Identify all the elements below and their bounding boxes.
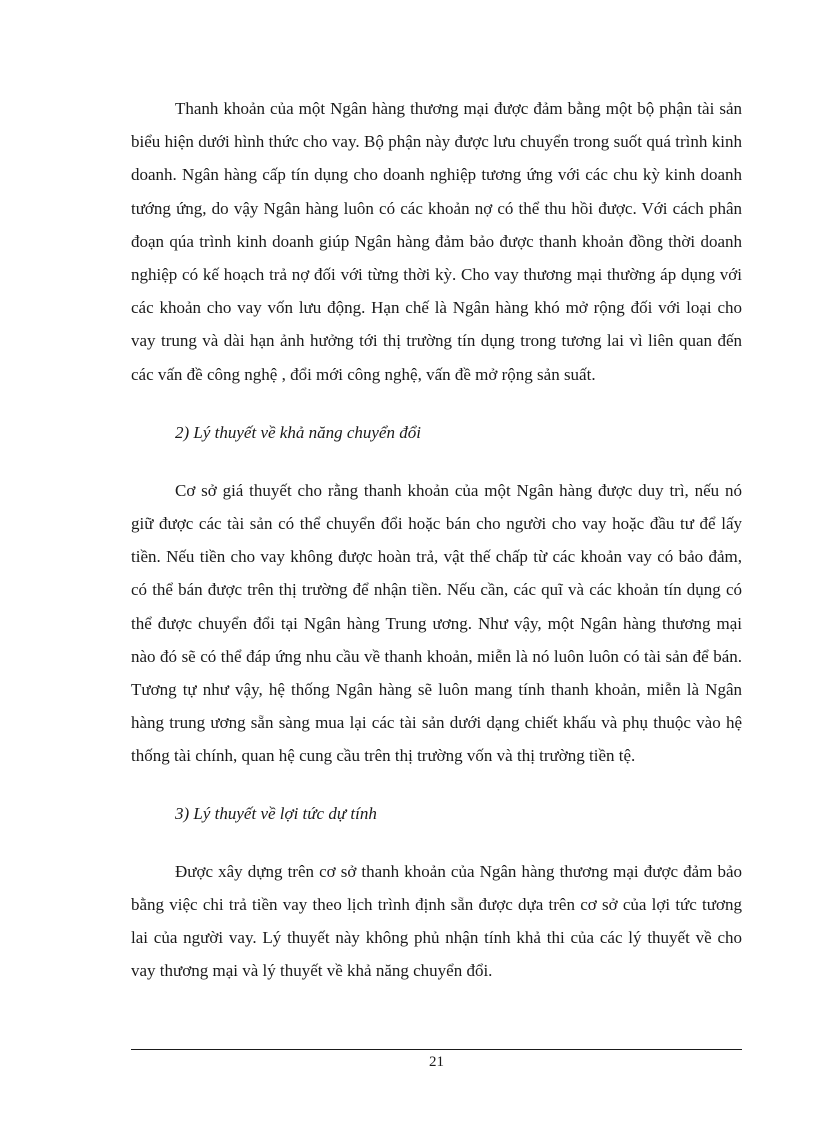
- section-heading-2: 2) Lý thuyết về khả năng chuyển đổi: [175, 422, 421, 442]
- body-paragraph-3: Được xây dựng trên cơ sở thanh khoản của Ngân hàng thương mại được đảm bảo bằng việc chi trả tiền vay theo lịch trình định sẵn được dựa trên cơ sở của lợi tức tương lai của người vay. Lý thuyết này không phủ nhận tính khả thi của các lý thuyết về cho vay thương mại và lý thuyết về khả năng chuyển đổi.: [131, 861, 742, 981]
- document-body: [131, 92, 742, 987]
- body-paragraph-1: Thanh khoản của một Ngân hàng thương mại được đảm bằng một bộ phận tài sản biểu hiện dưới hình thức cho vay. Bộ phận này được lưu chuyển trong suốt quá trình kinh doanh. Ngân hàng cấp tín dụng cho doanh nghiệp tương ứng với các chu kỳ kinh doanh tướng ứng, do vậy Ngân hàng luôn có các khoản nợ có thể thu hồi được. Với cách phân đoạn qúa trình kinh doanh giúp Ngân hàng đảm bảo được thanh khoản đồng thời doanh nghiệp có kế hoạch trả nợ đối với từng thời kỳ. Cho vay thương mại thường áp dụng với các khoản cho vay vốn lưu động. Hạn chế là Ngân hàng khó mở rộng đối với loại cho vay trung và dài hạn ảnh hưởng tới thị trường tín dụng trong tương lai vì liên quan đến các vấn đề công nghệ , đổi mới công nghệ, vấn đề mở rộng sản suất.: [131, 99, 742, 384]
- body-paragraph-2: Cơ sở giá thuyết cho rằng thanh khoản của một Ngân hàng được duy trì, nếu nó giữ được các tài sản có thể chuyển đổi hoặc bán cho người cho vay hoặc đầu tư để lấy tiền. Nếu tiền cho vay không được hoàn trả, vật thế chấp từ các khoản vay có bảo đảm, có thể bán được trên thị trường để nhận tiền. Nếu cần, các quĩ và các khoản tín dụng có thể được chuyển đổi tại Ngân hàng Trung ương. Như vậy, một Ngân hàng thương mại nào đó sẽ có thể đáp ứng nhu cầu về thanh khoản, miễn là nó luôn luôn có tài sản để bán. Tương tự như vậy, hệ thống Ngân hàng sẽ luôn mang tính thanh khoản, miễn là Ngân hàng trung ương sẵn sàng mua lại các tài sản dưới dạng chiết khấu và phụ thuộc vào hệ thống tài chính, quan hệ cung cầu trên thị trường vốn và thị trường tiền tệ.: [131, 480, 742, 766]
- footer-divider: [131, 1049, 742, 1050]
- section-heading-3: 3) Lý thuyết về lợi tức dự tính: [175, 803, 377, 823]
- page-number: 21: [429, 1054, 444, 1070]
